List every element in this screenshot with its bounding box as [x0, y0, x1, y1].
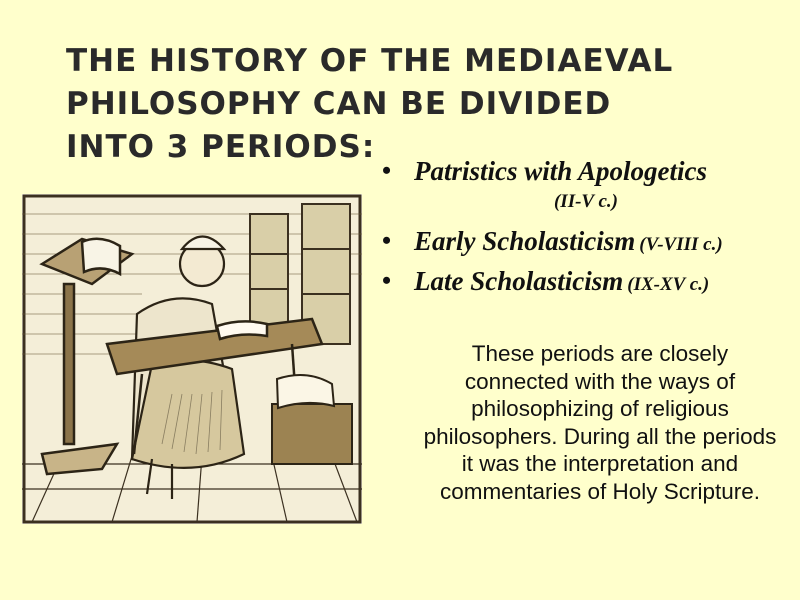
list-item-early-scholasticism: [378, 222, 798, 262]
period-range: (IX-XV c.): [627, 274, 710, 295]
period-name: Patristics with Apologetics: [414, 156, 708, 186]
slide-title: THE HISTORY OF THE MEDIAEVAL PHILOSOPHY CAN BE DIVIDED INTO 3 PERIODS:: [66, 43, 674, 165]
description-paragraph: These periods are closely connected with the ways of philosophizing of religious philosophers. During all the periods it was the interpretation and commentaries of Holy Scripture.: [423, 341, 777, 504]
bullet-icon: •: [382, 266, 392, 295]
bullet-icon: •: [382, 156, 392, 185]
periods-list: [378, 152, 798, 300]
list-item-patristics: [378, 152, 798, 222]
list-item-late-scholasticism: [378, 262, 798, 300]
period-range: (V-VIII c.): [639, 234, 723, 255]
monk-scribe-woodcut-image: [22, 194, 362, 524]
period-name: Early Scholasticism: [414, 226, 636, 256]
period-name: Late Scholasticism: [414, 266, 624, 296]
bullet-icon: •: [382, 226, 392, 255]
period-range: (II-V c.): [553, 191, 619, 212]
